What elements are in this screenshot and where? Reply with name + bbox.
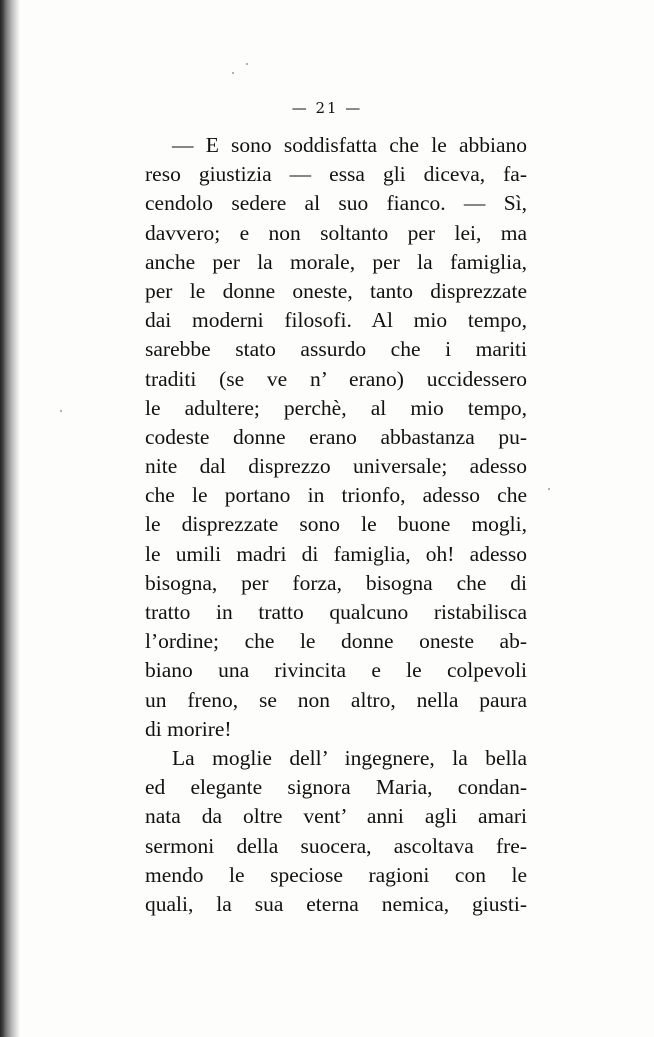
text-line: nata da oltre vent’ anni agli amari [145,804,527,829]
text-line: le disprezzate sono le buone mogli, [145,512,527,537]
paragraph [145,744,527,919]
paper-speck [232,72,234,74]
text-line: cendolo sedere al suo fianco. — Sì, [145,191,527,216]
page-number: — 21 — [291,99,363,117]
text-line: biano una rivincita e le colpevoli [145,658,527,683]
body-text [145,131,527,919]
text-line: l’ordine; che le donne oneste ab- [145,629,527,654]
text-line: sermoni della suocera, ascoltava fre- [145,833,527,858]
text-line: anche per la morale, per la famiglia, [145,249,527,274]
paper-speck [246,63,248,65]
page-binding-edge [0,0,20,1037]
paragraph [145,131,527,744]
text-line: un freno, se non altro, nella paura [145,687,527,712]
text-line: tratto in tratto qualcuno ristabilisca [145,600,527,624]
text-line: reso giustizia — essa gli diceva, fa- [145,162,527,187]
text-line: — E sono soddisfatta che le abbiano [172,133,527,157]
text-line: mendo le speciose ragioni con le [145,862,527,887]
text-line: sarebbe stato assurdo che i mariti [145,337,527,362]
paper-speck [548,488,550,490]
text-line: che le portano in trionfo, adesso che [145,483,527,508]
paper-speck [60,410,62,412]
text-line: di morire! [145,716,232,741]
text-line: codeste donne erano abbastanza pu- [145,424,527,449]
text-line: per le donne oneste, tanto disprezzate [145,278,527,303]
text-line: le adultere; perchè, al mio tempo, [145,395,527,420]
text-line: quali, la sua eterna nemica, giusti- [145,891,527,916]
text-line: bisogna, per forza, bisogna che di [145,570,527,595]
text-line: nite dal disprezzo universale; adesso [145,454,527,479]
text-line: ed elegante signora Maria, condan- [145,775,527,800]
text-line: davvero; e non soltanto per lei, ma [145,220,527,245]
text-line: le umili madri di famiglia, oh! adesso [145,541,527,566]
text-line: La moglie dell’ ingegnere, la bella [172,745,527,770]
text-line: traditi (se ve n’ erano) uccidessero [145,366,527,391]
text-line: dai moderni filosofi. Al mio tempo, [145,308,527,333]
